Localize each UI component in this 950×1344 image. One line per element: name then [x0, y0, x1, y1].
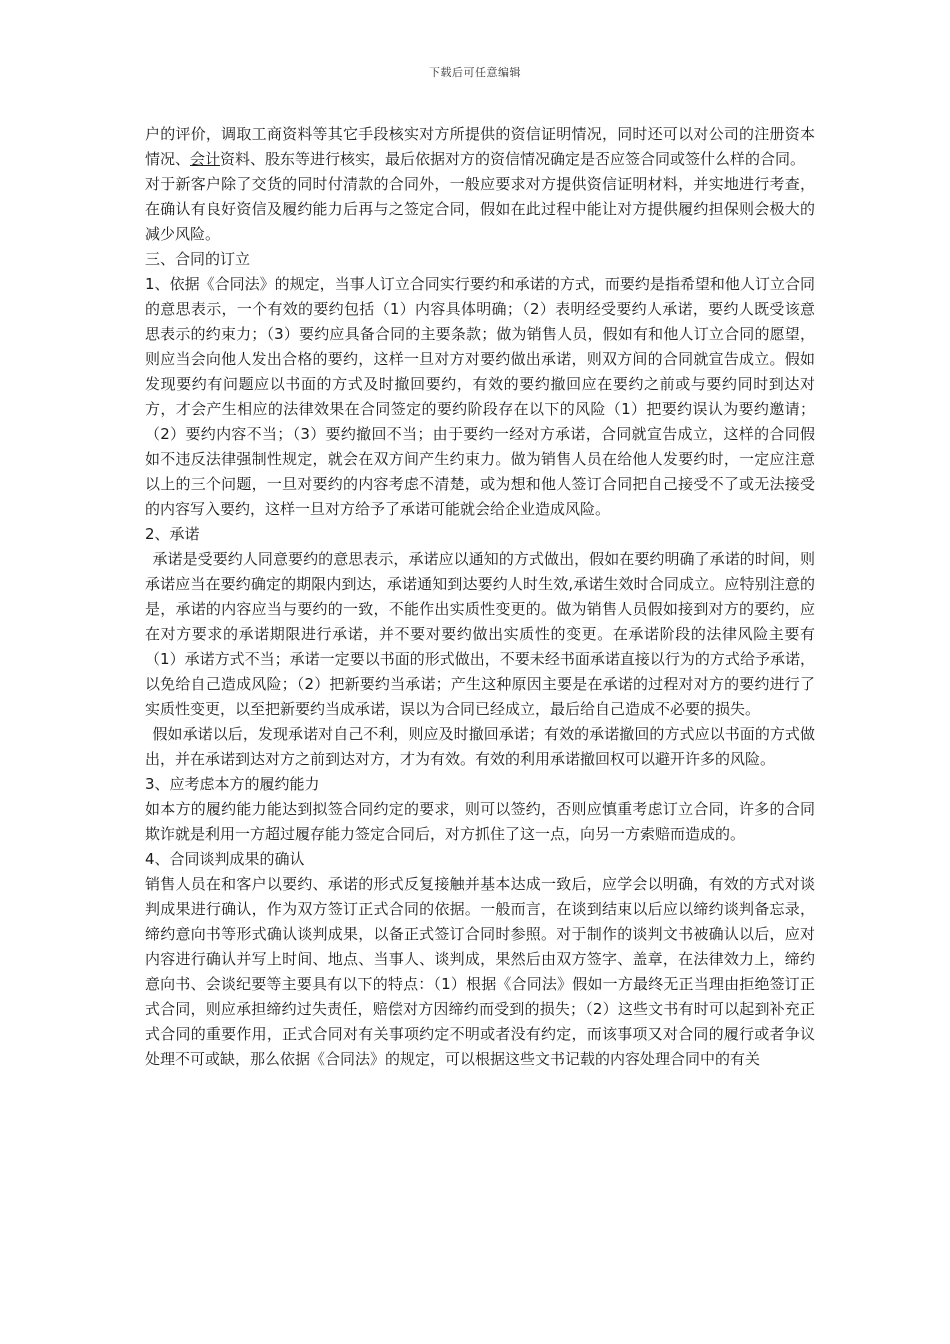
- paragraph-text: 4、合同谈判成果的确认: [145, 850, 305, 868]
- paragraph: [145, 722, 815, 772]
- paragraph-text: 3、应考虑本方的履约能力: [145, 775, 320, 793]
- paragraph-text: 销售人员在和客户以要约、承诺的形式反复接触并基本达成一致后，应学会以明确，有效的方式对谈判成果进行确认，作为双方签订正式合同的依据。一般而言，在谈到结束以后应以缔约谈判备忘录，缔约意向书等形式确认谈判成果，以备正式签订合同时参照。对于制作的谈判文书被确认以后，应对内容进行确认并写上时间、地点、当事人、谈判成，果然后由双方签字、盖章，在法律效力上，缔约意向书、会谈纪要等主要具有以下的特点：（1）根据《合同法》假如一方最终无正当理由拒绝签订正式合同，则应承担缔约过失责任，赔偿对方因缔约而受到的损失；（2）这些文书有时可以起到补充正式合同的重要作用，正式合同对有关事项约定不明或者没有约定，而该事项又对合同的履行或者争议处理不可或缺，那么依据《合同法》的规定，可以根据这些文书记载的内容处理合同中的有关: [145, 875, 815, 1068]
- page-header: 下载后可任意编辑: [429, 66, 521, 79]
- underlined-text: 会计: [190, 150, 221, 168]
- paragraph: [145, 247, 815, 272]
- paragraph: [145, 522, 815, 547]
- paragraph-text: 2、承诺: [145, 525, 200, 543]
- paragraph-text: 三、合同的订立: [145, 250, 251, 268]
- paragraph-text: 资料、股东等进行核实，最后依据对方的资信情况确定是否应签合同或签什么样的合同。: [220, 150, 806, 168]
- paragraph-text: 如本方的履约能力能达到拟签合同约定的要求，则可以签约，否则应慎重考虑订立合同，许多的合同欺诈就是利用一方超过履存能力签定合同后，对方抓住了这一点，向另一方索赔而造成的。: [145, 800, 815, 843]
- paragraph: [145, 172, 815, 247]
- paragraph: [145, 272, 815, 522]
- paragraph: [145, 872, 815, 1072]
- paragraph-text: 对于新客户除了交货的同时付清款的合同外，一般应要求对方提供资信证明材料，并实地进行考查，在确认有良好资信及履约能力后再与之签定合同，假如在此过程中能让对方提供履约担保则会极大的减少风险。: [145, 175, 815, 243]
- paragraph: [145, 847, 815, 872]
- paragraph-text: 1、依据《合同法》的规定，当事人订立合同实行要约和承诺的方式，而要约是指希望和他人订立合同的意思表示，一个有效的要约包括（1）内容具体明确；（2）表明经受要约人承诺，要约人既受该意思表示的约束力；（3）要约应具备合同的主要条款；做为销售人员，假如有和他人订立合同的愿望，则应当会向他人发出合格的要约，这样一旦对方对要约做出承诺，则双方间的合同就宣告成立。假如发现要约有问题应以书面的方式及时撤回要约，有效的要约撤回应在要约之前或与要约同时到达对方，才会产生相应的法律效果在合同签定的要约阶段存在以下的风险（1）把要约误认为要约邀请；（2）要约内容不当；（3）要约撤回不当；由于要约一经对方承诺，合同就宣告成立，这样的合同假如不违反法律强制性规定，就会在双方间产生约束力。做为销售人员在给他人发要约时，一定应注意以上的三个问题，一旦对要约的内容考虑不清楚，或为想和他人签订合同把自己接受不了或无法接受的内容写入要约，这样一旦对方给予了承诺可能就会给企业造成风险。: [145, 275, 815, 518]
- document-body: [145, 122, 815, 1072]
- paragraph: [145, 122, 815, 172]
- paragraph: [145, 772, 815, 797]
- paragraph-text: 户的评价，调取工商资料等其它手段核实对方所提供的资信证明情况，同时还可以对公司的注册资本情况、: [145, 125, 815, 168]
- paragraph: [145, 547, 815, 722]
- paragraph: [145, 797, 815, 847]
- paragraph-text: 承诺是受要约人同意要约的意思表示，承诺应以通知的方式做出，假如在要约明确了承诺的时间，则承诺应当在要约确定的期限内到达，承诺通知到达要约人时生效,承诺生效时合同成立。应特别注意的是，承诺的内容应当与要约的一致，不能作出实质性变更的。做为销售人员假如接到对方的要约，应在对方要求的承诺期限进行承诺，并不要对要约做出实质性的变更。在承诺阶段的法律风险主要有（1）承诺方式不当；承诺一定要以书面的形式做出，不要未经书面承诺直接以行为的方式给予承诺，以免给自己造成风险；（2）把新要约当承诺；产生这种原因主要是在承诺的过程对对方的要约进行了实质性变更，以至把新要约当成承诺，误以为合同已经成立，最后给自己造成不必要的损失。: [145, 550, 815, 718]
- paragraph-text: 假如承诺以后，发现承诺对自己不利，则应及时撤回承诺；有效的承诺撤回的方式应以书面的方式做出，并在承诺到达对方之前到达对方，才为有效。有效的利用承诺撤回权可以避开许多的风险。: [145, 725, 815, 768]
